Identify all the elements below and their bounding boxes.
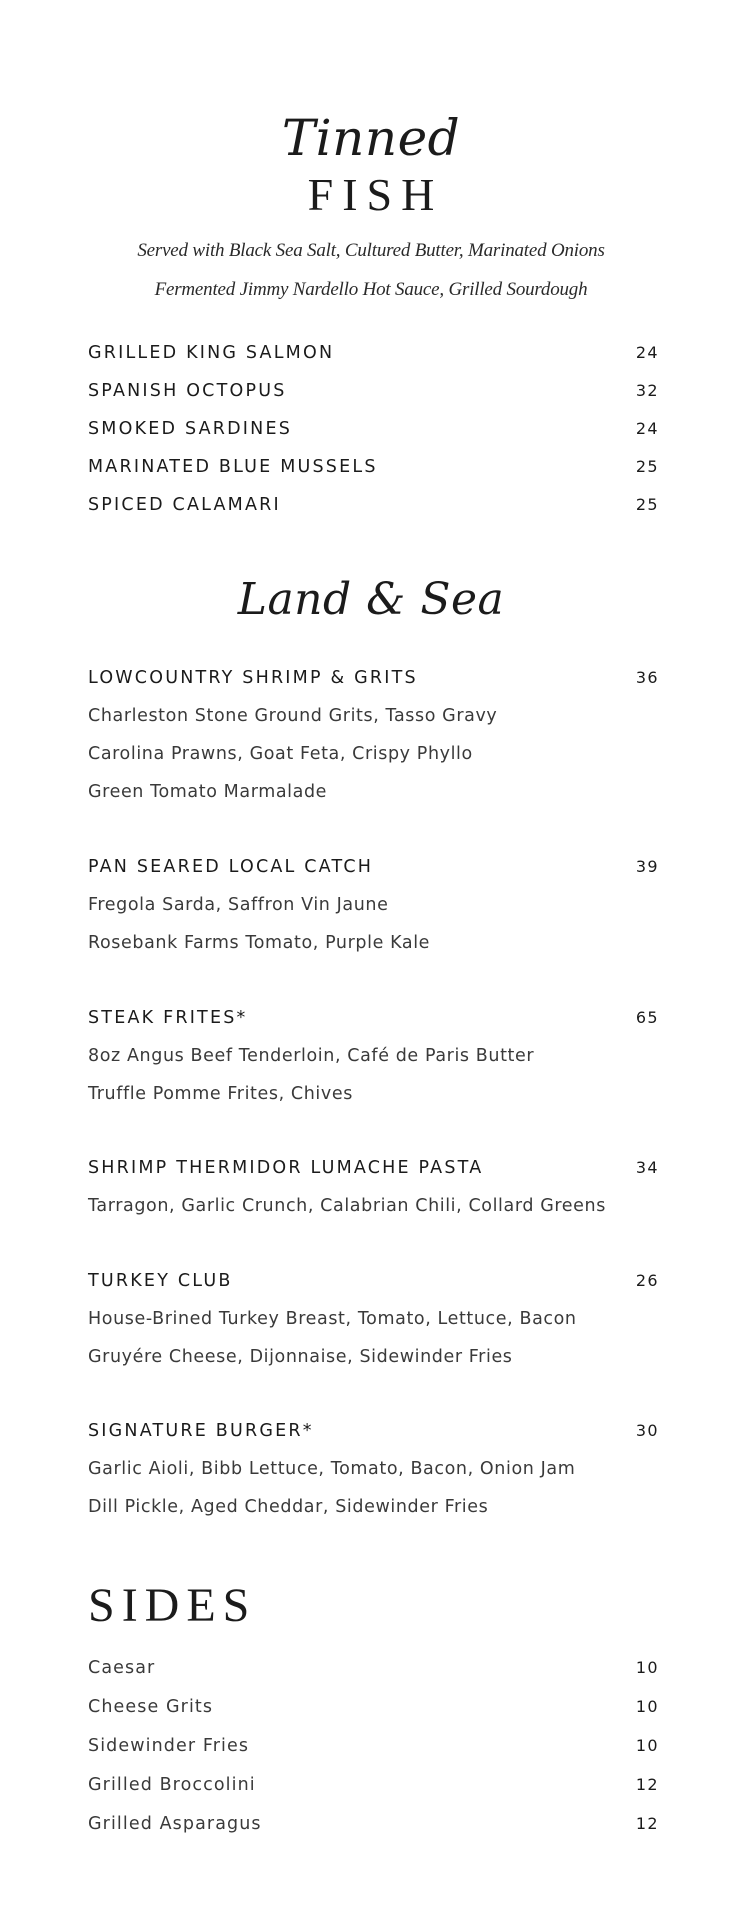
dish-description-line: 8oz Angus Beef Tenderloin, Café de Paris Butter bbox=[88, 1046, 535, 1066]
side-price: 10 bbox=[635, 1736, 659, 1755]
tinned-fish-item bbox=[88, 340, 659, 366]
dish-description-line: Carolina Prawns, Goat Feta, Crispy Phyllo bbox=[88, 744, 473, 764]
side-item bbox=[88, 1733, 659, 1759]
dish-price: 65 bbox=[635, 1008, 659, 1027]
dish-description-line: Rosebank Farms Tomato, Purple Kale bbox=[88, 933, 431, 953]
tinned-fish-intro-line: Fermented Jimmy Nardello Hot Sauce, Grilled Sourdough bbox=[154, 279, 588, 300]
side-name: Cheese Grits bbox=[88, 1697, 214, 1717]
tinned-script-title: Tinned bbox=[281, 109, 461, 167]
dish-description-line: Truffle Pomme Frites, Chives bbox=[88, 1084, 353, 1104]
dish-name: TURKEY CLUB bbox=[88, 1271, 233, 1291]
dish-description-line: Garlic Aioli, Bibb Lettuce, Tomato, Bacon, Onion Jam bbox=[88, 1459, 576, 1479]
dish-name: PAN SEARED LOCAL CATCH bbox=[88, 857, 374, 877]
side-name: Sidewinder Fries bbox=[88, 1736, 250, 1756]
tinned-fish-item bbox=[88, 454, 659, 480]
dish-name: STEAK FRITES* bbox=[88, 1008, 248, 1028]
tinned-fish-item bbox=[88, 378, 659, 404]
item-name: MARINATED BLUE MUSSELS bbox=[88, 457, 378, 477]
dish-price: 30 bbox=[635, 1421, 659, 1440]
item-name: GRILLED KING SALMON bbox=[88, 343, 335, 363]
item-price: 25 bbox=[635, 457, 659, 476]
sides-title: SIDES bbox=[88, 1579, 257, 1632]
dish-price: 36 bbox=[635, 668, 659, 687]
dish-name: SHRIMP THERMIDOR LUMACHE PASTA bbox=[88, 1158, 484, 1178]
item-name: SPICED CALAMARI bbox=[88, 495, 281, 515]
dish-description-line: House-Brined Turkey Breast, Tomato, Lettuce, Bacon bbox=[88, 1309, 577, 1329]
dish-description-line: Charleston Stone Ground Grits, Tasso Gravy bbox=[88, 706, 498, 726]
dish-price: 26 bbox=[635, 1271, 659, 1290]
dish-description-line: Green Tomato Marmalade bbox=[88, 782, 328, 802]
dish-name: LOWCOUNTRY SHRIMP & GRITS bbox=[88, 668, 418, 688]
side-item bbox=[88, 1655, 659, 1681]
item-name: SPANISH OCTOPUS bbox=[88, 381, 287, 401]
item-name: SMOKED SARDINES bbox=[88, 419, 293, 439]
side-price: 10 bbox=[635, 1658, 659, 1677]
side-price: 12 bbox=[635, 1775, 659, 1794]
item-price: 32 bbox=[635, 381, 659, 400]
side-item bbox=[88, 1811, 659, 1837]
side-name: Grilled Asparagus bbox=[88, 1814, 262, 1834]
land-and-sea-title: Land & Sea bbox=[237, 574, 505, 625]
item-price: 24 bbox=[635, 419, 659, 438]
side-name: Caesar bbox=[88, 1658, 156, 1678]
dish-name: SIGNATURE BURGER* bbox=[88, 1421, 314, 1441]
dish-description-line: Dill Pickle, Aged Cheddar, Sidewinder Fries bbox=[88, 1497, 489, 1517]
fish-caps-title: FISH bbox=[307, 169, 444, 220]
dish-description-line: Tarragon, Garlic Crunch, Calabrian Chili, Collard Greens bbox=[88, 1196, 606, 1216]
item-price: 24 bbox=[635, 343, 659, 362]
side-name: Grilled Broccolini bbox=[88, 1775, 256, 1795]
dish-description-line: Gruyére Cheese, Dijonnaise, Sidewinder Fries bbox=[88, 1347, 513, 1367]
side-price: 12 bbox=[635, 1814, 659, 1833]
tinned-fish-item bbox=[88, 492, 659, 518]
dish-price: 34 bbox=[635, 1158, 659, 1177]
side-item bbox=[88, 1772, 659, 1798]
side-item bbox=[88, 1694, 659, 1720]
item-price: 25 bbox=[635, 495, 659, 514]
tinned-fish-item bbox=[88, 416, 659, 442]
dish-description-line: Fregola Sarda, Saffron Vin Jaune bbox=[88, 895, 389, 915]
tinned-fish-intro-line: Served with Black Sea Salt, Cultured Butter, Marinated Onions bbox=[137, 240, 605, 261]
side-price: 10 bbox=[635, 1697, 659, 1716]
dish-price: 39 bbox=[635, 857, 659, 876]
